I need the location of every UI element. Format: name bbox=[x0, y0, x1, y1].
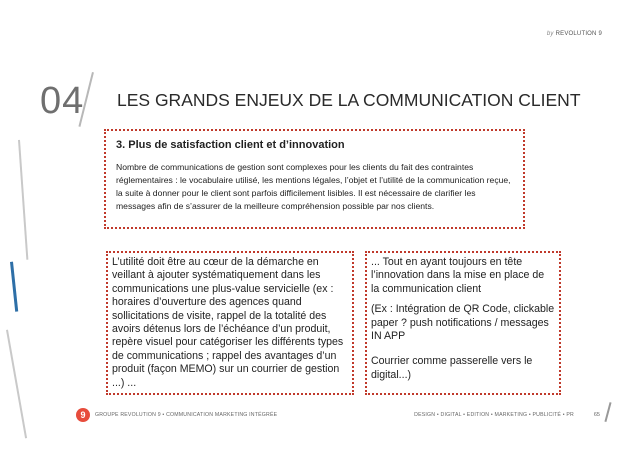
innovation-box bbox=[365, 251, 561, 395]
utility-text: L’utilité doit être au cœur de la démarche en veillant à ajouter systématiquement dans les communications une plus-value servicielle (ex : horaires d’ouverture des agences quand sollicitations de visite, rappel de la totalité des avoirs détenus lors de l’échéance d’un produit, repère visuel pour catégoriser les différents types de communications ; rappel des avantages d’un produit (façon MEMO) sur un courrier de gestion ...) ... bbox=[112, 256, 344, 389]
box-heading: 3. Plus de satisfaction client et d’innovation bbox=[116, 139, 345, 151]
footer-group-text: GROUPE REVOLUTION 9 • COMMUNICATION MARKETING INTÉGRÉE bbox=[95, 412, 278, 418]
satisfaction-innovation-box bbox=[104, 129, 525, 229]
brand-prefix: by bbox=[546, 31, 554, 37]
decorative-accent-line bbox=[10, 262, 18, 312]
box-body: Nombre de communications de gestion sont complexes pour les clients du fait des contraintes réglementaires : le vocabulaire utilisé, les mentions légales, l’objet et l’utilité de la communication reçue, la suite à donner pour le client sont parfois difficilement lisibles. Il est nécessaire de clarifier les messages afin de s’assurer de la meilleure compréhension possible par nos clients. bbox=[116, 162, 511, 211]
brand-tagline bbox=[547, 31, 602, 37]
decorative-line bbox=[18, 140, 28, 260]
page-title: LES GRANDS ENJEUX DE LA COMMUNICATION CLIENT bbox=[117, 90, 581, 110]
decorative-line bbox=[6, 330, 27, 439]
utility-box bbox=[106, 251, 354, 395]
revolution9-logo-icon: 9 bbox=[76, 408, 90, 422]
section-number: 04 bbox=[40, 80, 85, 122]
innovation-text-2: (Ex : Intégration de QR Code, clickable paper ? push notifications / messages IN APP bbox=[371, 303, 555, 343]
innovation-text-1: ... Tout en ayant toujours en tête l’innovation dans la mise en place de la communication client bbox=[371, 256, 545, 295]
footer-services-text: DESIGN • DIGITAL • EDITION • MARKETING • PUBLICITÉ • PR bbox=[414, 412, 574, 418]
page-number: 65 bbox=[593, 412, 600, 418]
innovation-text-3: Courrier comme passerelle vers le digital...) bbox=[371, 355, 533, 381]
brand-name: REVOLUTION 9 bbox=[555, 31, 602, 37]
page-number-slash bbox=[604, 402, 611, 422]
